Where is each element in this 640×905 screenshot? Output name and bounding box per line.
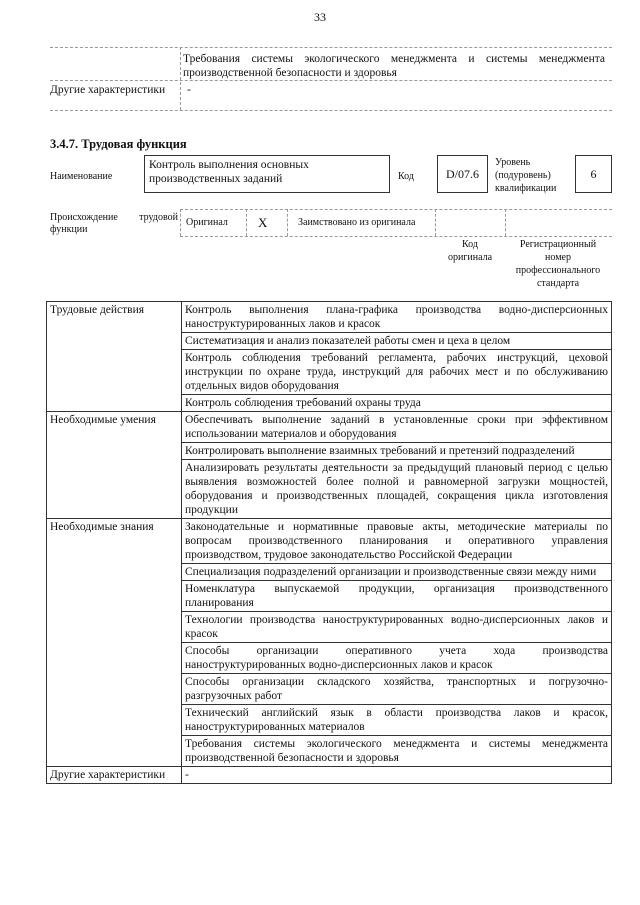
row-item-text: Контролировать выполнение взаимных требований и претензий подразделений bbox=[182, 443, 612, 460]
borrowed-label: Заимствовано из оригинала bbox=[298, 217, 416, 228]
top-divider bbox=[50, 47, 612, 48]
row-item-text: Специализация подразделений организации и производственные связи между ними bbox=[182, 564, 612, 581]
origin-divider-3 bbox=[287, 209, 288, 236]
table-row bbox=[47, 412, 612, 443]
level-value-box bbox=[575, 155, 612, 193]
top-other-value: - bbox=[187, 84, 191, 96]
row-group-label: Необходимые умения bbox=[47, 412, 182, 519]
table-row bbox=[47, 767, 612, 784]
origin-divider-4 bbox=[435, 209, 436, 236]
row-group-label: Трудовые действия bbox=[47, 302, 182, 412]
level-value: 6 bbox=[590, 167, 597, 181]
row-item-text: Номенклатура выпускаемой продукции, организация производственного планирования bbox=[182, 581, 612, 612]
row-group-label: Другие характеристики bbox=[47, 767, 182, 784]
row-item-text: Контроль соблюдения требований регламента, рабочих инструкций, цеховой инструкции по охране труда, инструкций для рабочих мест и по обслуживанию отдельных видов оборудования bbox=[182, 350, 612, 395]
row-group-label: Необходимые знания bbox=[47, 519, 182, 767]
origin-top-divider bbox=[180, 209, 612, 210]
origin-divider-2 bbox=[246, 209, 247, 236]
row-item-text: Технологии производства наноструктурированных водно-дисперсионных лаков и красок bbox=[182, 612, 612, 643]
row-item-text: Требования системы экологического менеджмента и системы менеджмента производственной безопасности и здоровья bbox=[182, 736, 612, 767]
labor-function-table bbox=[46, 301, 612, 784]
origin-bottom-divider bbox=[180, 236, 612, 237]
row-item-text: Способы организации оперативного учета хода производства наноструктурированных водно-дисперсионных лаков и красок bbox=[182, 643, 612, 674]
row-item-text: Законодательные и нормативные правовые акты, методические материалы по вопросам производственного планирования и оперативного управления производством, трудовое законодательство Российской Федерации bbox=[182, 519, 612, 564]
row-item-text: Обеспечивать выполнение заданий в установленные сроки при эффективном использовании материалов и оборудования bbox=[182, 412, 612, 443]
name-value: Контроль выполнения основных производственных заданий bbox=[149, 159, 309, 185]
table-row bbox=[47, 519, 612, 564]
row-item-text: - bbox=[182, 767, 612, 784]
row-item-text: Анализировать результаты деятельности за предыдущий плановый период с целью выявления возможностей более полной и равномерной загрузки мощностей, оборудования и производственных площадей, сокращения цикла изготовления продукции bbox=[182, 460, 612, 519]
top-bottom-divider bbox=[50, 110, 612, 111]
row-item-text: Контроль соблюдения требований охраны труда bbox=[182, 395, 612, 412]
name-value-box bbox=[144, 155, 390, 193]
row-item-text: Технический английский язык в области производства лаков и красок, наноструктурированных материалов bbox=[182, 705, 612, 736]
row-item-text: Контроль выполнения плана-графика производства водно-дисперсионных наноструктурированных лаков и красок bbox=[182, 302, 612, 333]
top-other-label: Другие характеристики bbox=[50, 84, 166, 96]
page-number: 33 bbox=[314, 10, 326, 24]
row-item-text: Систематизация и анализ показателей работы смен и цеха в целом bbox=[182, 333, 612, 350]
top-column-divider bbox=[180, 47, 181, 110]
original-mark: X bbox=[258, 215, 268, 230]
row-item-text: Способы организации складского хозяйства, транспортных и погрузочно-разгрузочных работ bbox=[182, 674, 612, 705]
table-row bbox=[47, 302, 612, 333]
top-requirement-text: Требования системы экологического менеджмента и системы менеджмента производственной безопасности и здоровья bbox=[183, 53, 605, 79]
level-label: Уровень (подуровень) квалификации bbox=[495, 157, 557, 194]
origin-divider-1 bbox=[180, 209, 181, 236]
code-original-label: Код оригинала bbox=[447, 239, 493, 263]
origin-divider-5 bbox=[505, 209, 506, 236]
code-label: Код bbox=[398, 171, 414, 182]
code-value: D/07.6 bbox=[446, 167, 479, 181]
reg-number-label: Регистрационный номер профессионального стандарта bbox=[515, 239, 601, 289]
top-row-divider bbox=[50, 80, 612, 81]
original-label: Оригинал bbox=[186, 217, 228, 228]
name-label: Наименование bbox=[50, 171, 113, 182]
origin-label: Происхождение трудовой функции bbox=[50, 212, 178, 235]
code-value-box bbox=[437, 155, 488, 193]
section-title: 3.4.7. Трудовая функция bbox=[50, 137, 187, 151]
